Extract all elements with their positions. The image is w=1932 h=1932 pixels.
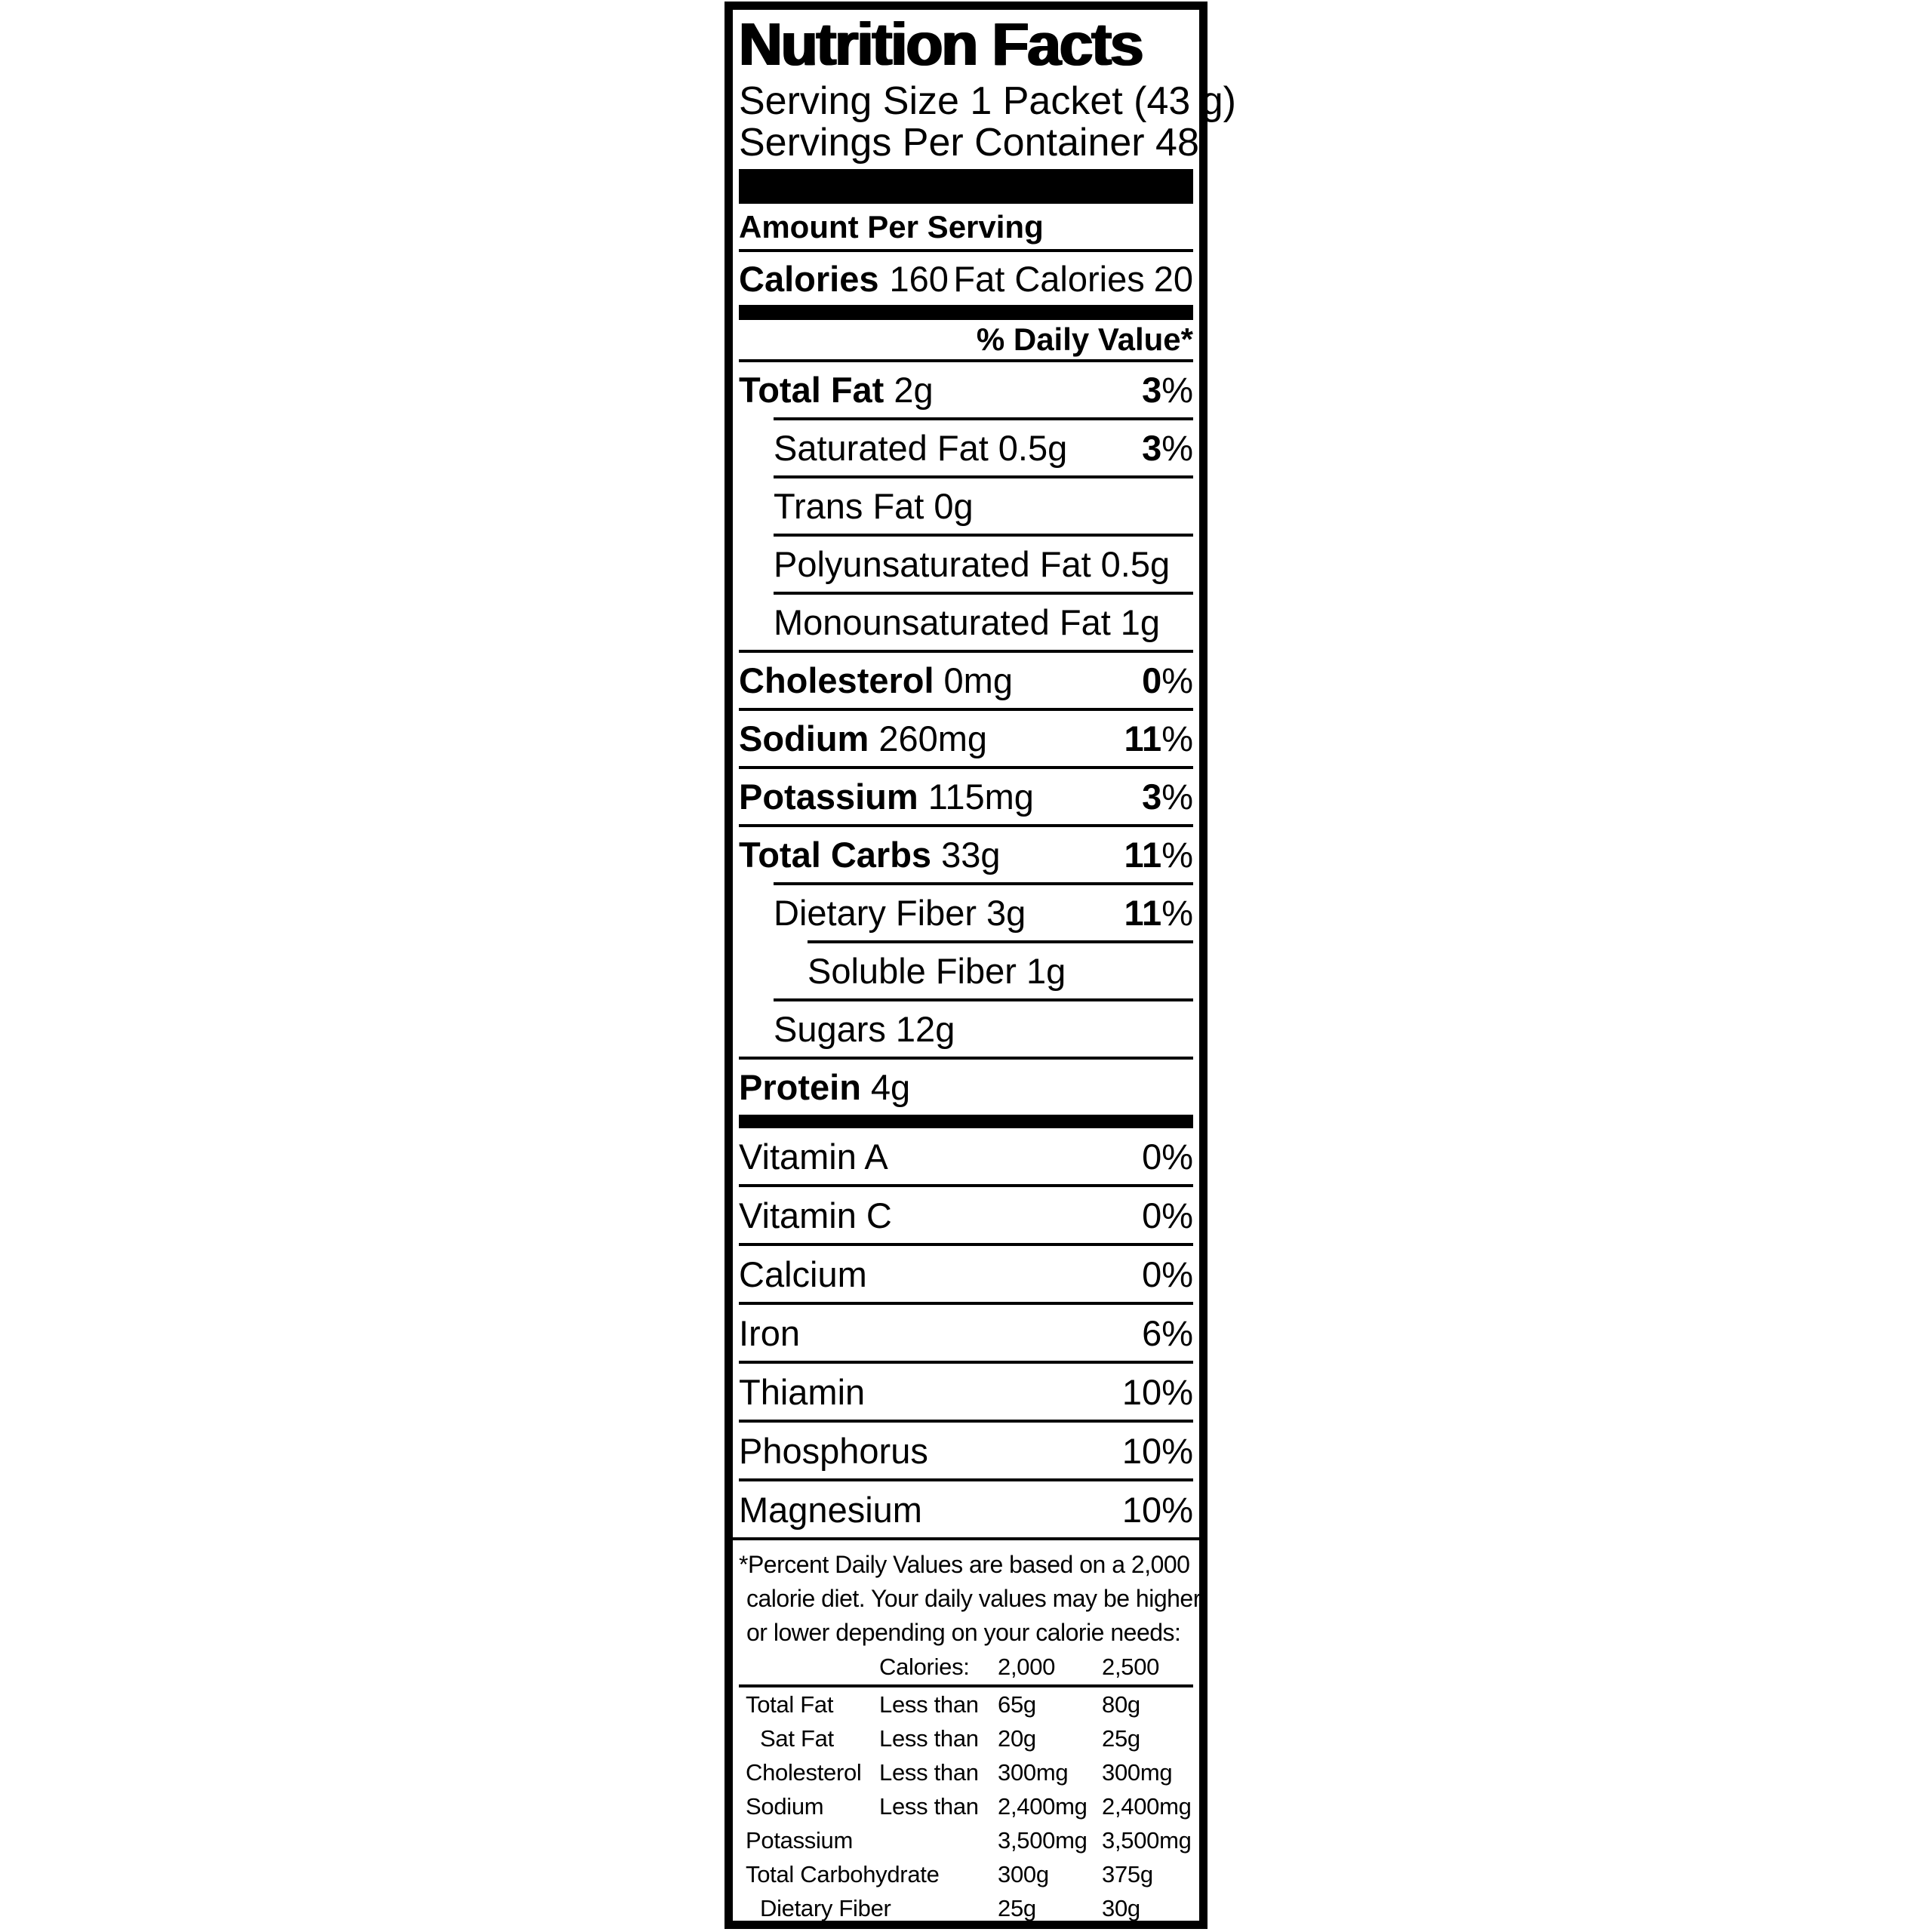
nutrient-row-protein: Protein 4g (739, 1067, 911, 1107)
fat-calories-value: 20 (1153, 258, 1193, 299)
table-row: Total Fat Less than 65g 80g (746, 1691, 1140, 1718)
table-row: Cholesterol Less than 300mg 300mg (746, 1759, 1173, 1786)
fat-calories (953, 258, 1193, 300)
calories-row (739, 252, 1193, 305)
vitamin-row-magnesium: Magnesium 10% (739, 1489, 1193, 1530)
vitamin-row-calcium: Calcium 0% (739, 1254, 1193, 1294)
fat-calories-label: Fat Calories (953, 258, 1145, 299)
footnote (739, 1540, 1201, 1650)
table-row: Potassium 3,500mg 3,500mg (746, 1827, 1192, 1854)
servings-per-container: Servings Per Container 48 (739, 121, 1199, 165)
daily-value: 11% (1124, 835, 1193, 875)
thick-divider-bar (739, 1115, 1193, 1128)
nutrient-row-monounsaturated-fat: Monounsaturated Fat 1g (774, 602, 1161, 642)
nutrient-row-total-fat: Total Fat 2g 3% (739, 370, 1193, 410)
label-title: Nutrition Facts (739, 11, 1143, 78)
calories-label: Calories (739, 258, 879, 299)
nutrient-row-saturated-fat: Saturated Fat 0.5g 3% (774, 428, 1193, 468)
nutrient-row-soluble-fiber: Soluble Fiber 1g (808, 951, 1066, 991)
table-header-row: Calories: 2,000 2,500 (879, 1654, 1160, 1680)
daily-value: 0% (1142, 660, 1193, 700)
vitamin-row-vitamin-c: Vitamin C 0% (739, 1195, 1193, 1235)
daily-value: 3% (1142, 777, 1193, 817)
nutrient-row-sodium: Sodium 260mg 11% (739, 718, 1193, 758)
vitamin-row-thiamin: Thiamin 10% (739, 1371, 1193, 1412)
thick-divider-bar (739, 305, 1193, 320)
table-row: Dietary Fiber 25g 30g (760, 1895, 1140, 1921)
nutrient-row-cholesterol: Cholesterol 0mg 0% (739, 660, 1193, 700)
vitamin-row-iron: Iron 6% (739, 1312, 1193, 1353)
vitamin-row-phosphorus: Phosphorus 10% (739, 1430, 1193, 1471)
thick-divider-bar (739, 169, 1193, 204)
daily-value: 3% (1142, 428, 1193, 468)
calories-value: 160 (889, 258, 949, 299)
footnote-line: *Percent Daily Values are based on a 2,000 (739, 1551, 1190, 1578)
footnote-line: calorie diet. Your daily values may be higher (746, 1585, 1201, 1612)
daily-value: 3% (1142, 370, 1193, 410)
serving-size: Serving Size 1 Packet (43 g) (739, 79, 1236, 123)
daily-value: 11% (1124, 893, 1193, 933)
table-row: Sat Fat Less than 20g 25g (760, 1725, 1140, 1752)
amount-per-serving-heading: Amount Per Serving (739, 209, 1044, 245)
nutrition-facts-label (724, 2, 1236, 1929)
nutrient-row-polyunsaturated-fat: Polyunsaturated Fat 0.5g (774, 544, 1171, 584)
daily-values-table (739, 1650, 1193, 1925)
label-inner (733, 11, 1236, 1925)
vitamin-row-vitamin-a: Vitamin A 0% (739, 1136, 1193, 1177)
nutrient-row-dietary-fiber: Dietary Fiber 3g 11% (774, 893, 1193, 933)
daily-value: 11% (1124, 718, 1193, 758)
daily-value-header: % Daily Value* (976, 321, 1193, 357)
nutrient-row-sugars: Sugars 12g (774, 1009, 955, 1049)
table-row: Sodium Less than 2,400mg 2,400mg (746, 1793, 1192, 1820)
footnote-line: or lower depending on your calorie needs: (746, 1619, 1181, 1646)
nutrient-row-trans-fat: Trans Fat 0g (774, 486, 974, 526)
nutrient-row-potassium: Potassium 115mg 3% (739, 777, 1193, 817)
table-row: Total Carbohydrate 300g 375g (746, 1861, 1153, 1887)
nutrient-row-total-carbs: Total Carbs 33g 11% (739, 835, 1193, 875)
